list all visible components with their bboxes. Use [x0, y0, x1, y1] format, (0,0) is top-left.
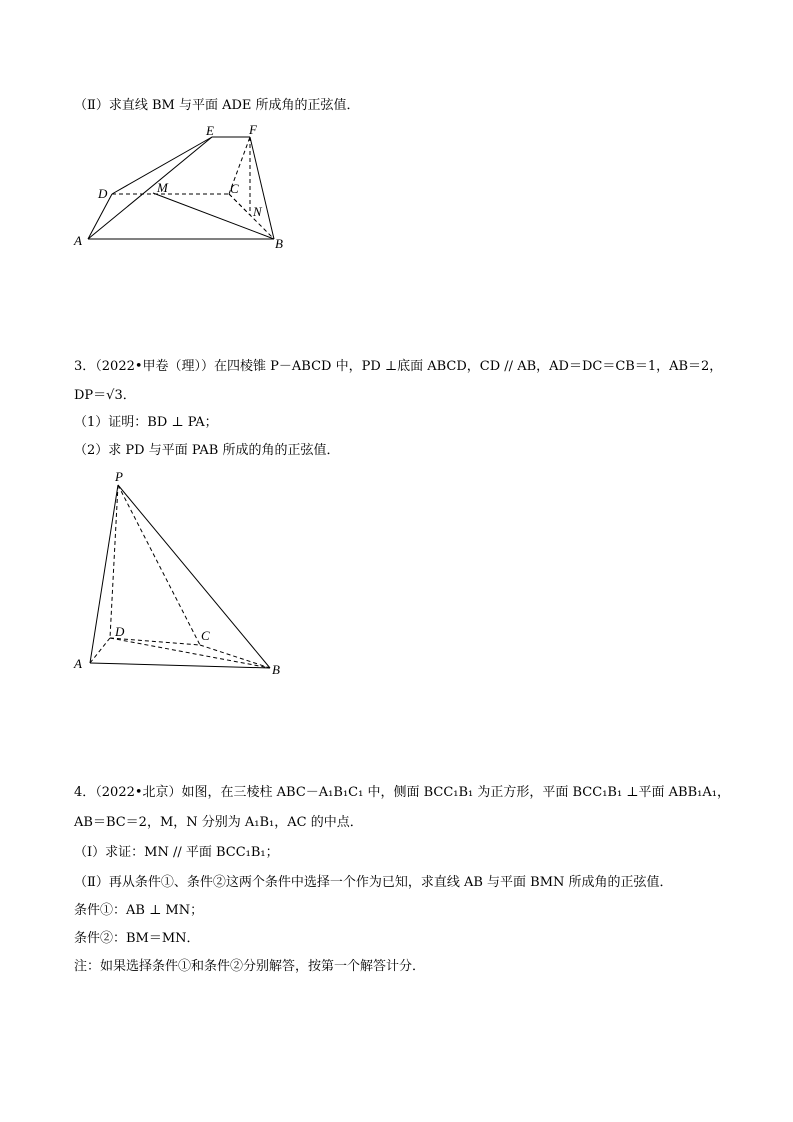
problem2-part2: （Ⅱ）求直线 BM 与平面 ADE 所成角的正弦值．	[74, 98, 360, 113]
label-A: A	[74, 656, 82, 671]
problem4-part2: （Ⅱ）再从条件①、条件②这两个条件中选择一个作为已知，求直线 AB 与平面 BMN 所成角的正弦值．	[74, 875, 673, 890]
edge-DB	[110, 638, 270, 668]
figure-prism-abcdef	[0, 0, 793, 264]
problem4-cond2: 条件②：BM＝MN．	[74, 931, 200, 946]
label-M: M	[157, 180, 168, 195]
figure-prism-svg	[0, 0, 793, 260]
label-A: A	[74, 233, 82, 248]
edge-CN	[229, 194, 250, 215]
label-F: F	[249, 122, 257, 137]
edge-AB	[90, 663, 270, 668]
label-E: E	[206, 123, 214, 138]
figure-pyramid-pabcd	[0, 460, 793, 694]
label-C: C	[201, 628, 210, 643]
label-N: N	[253, 204, 262, 219]
label-D: D	[115, 624, 125, 639]
edge-DC	[110, 638, 200, 645]
problem4-note: 注：如果选择条件①和条件②分别解答，按第一个解答计分．	[74, 959, 426, 974]
edge-FB	[250, 137, 274, 239]
problem3-line2: DP＝√3．	[74, 388, 136, 403]
problem3-line1: 3．（2022•甲卷（理））在四棱锥 P－ABCD 中，PD ⊥底面 ABCD，CD // AB，AD＝DC＝CB＝1，AB＝2，	[74, 359, 723, 374]
problem4-cond1: 条件①：AB ⊥ MN；	[74, 903, 204, 918]
problem4-line2: AB＝BC＝2，M，N 分别为 A₁B₁，AC 的中点．	[74, 815, 363, 830]
label-D: D	[98, 186, 108, 201]
figure-pyramid-svg	[0, 460, 793, 690]
label-B: B	[275, 236, 283, 251]
label-P: P	[115, 469, 123, 484]
problem3-part2: （2）求 PD 与平面 PAB 所成的角的正弦值．	[74, 443, 340, 458]
problem4-line1: 4．（2022•北京）如图，在三棱柱 ABC－A₁B₁C₁ 中，侧面 BCC₁B₁ 为正方形，平面 BCC₁B₁ ⊥平面 ABB₁A₁，	[74, 785, 730, 800]
problem3-part1: （1）证明：BD ⊥ PA；	[74, 415, 218, 430]
edge-CB	[200, 645, 270, 668]
edge-PC	[118, 485, 200, 645]
label-C: C	[230, 181, 239, 196]
problem4-part1: （Ⅰ）求证：MN // 平面 BCC₁B₁；	[74, 845, 279, 860]
edge-PA	[90, 485, 118, 663]
label-B: B	[272, 662, 280, 677]
